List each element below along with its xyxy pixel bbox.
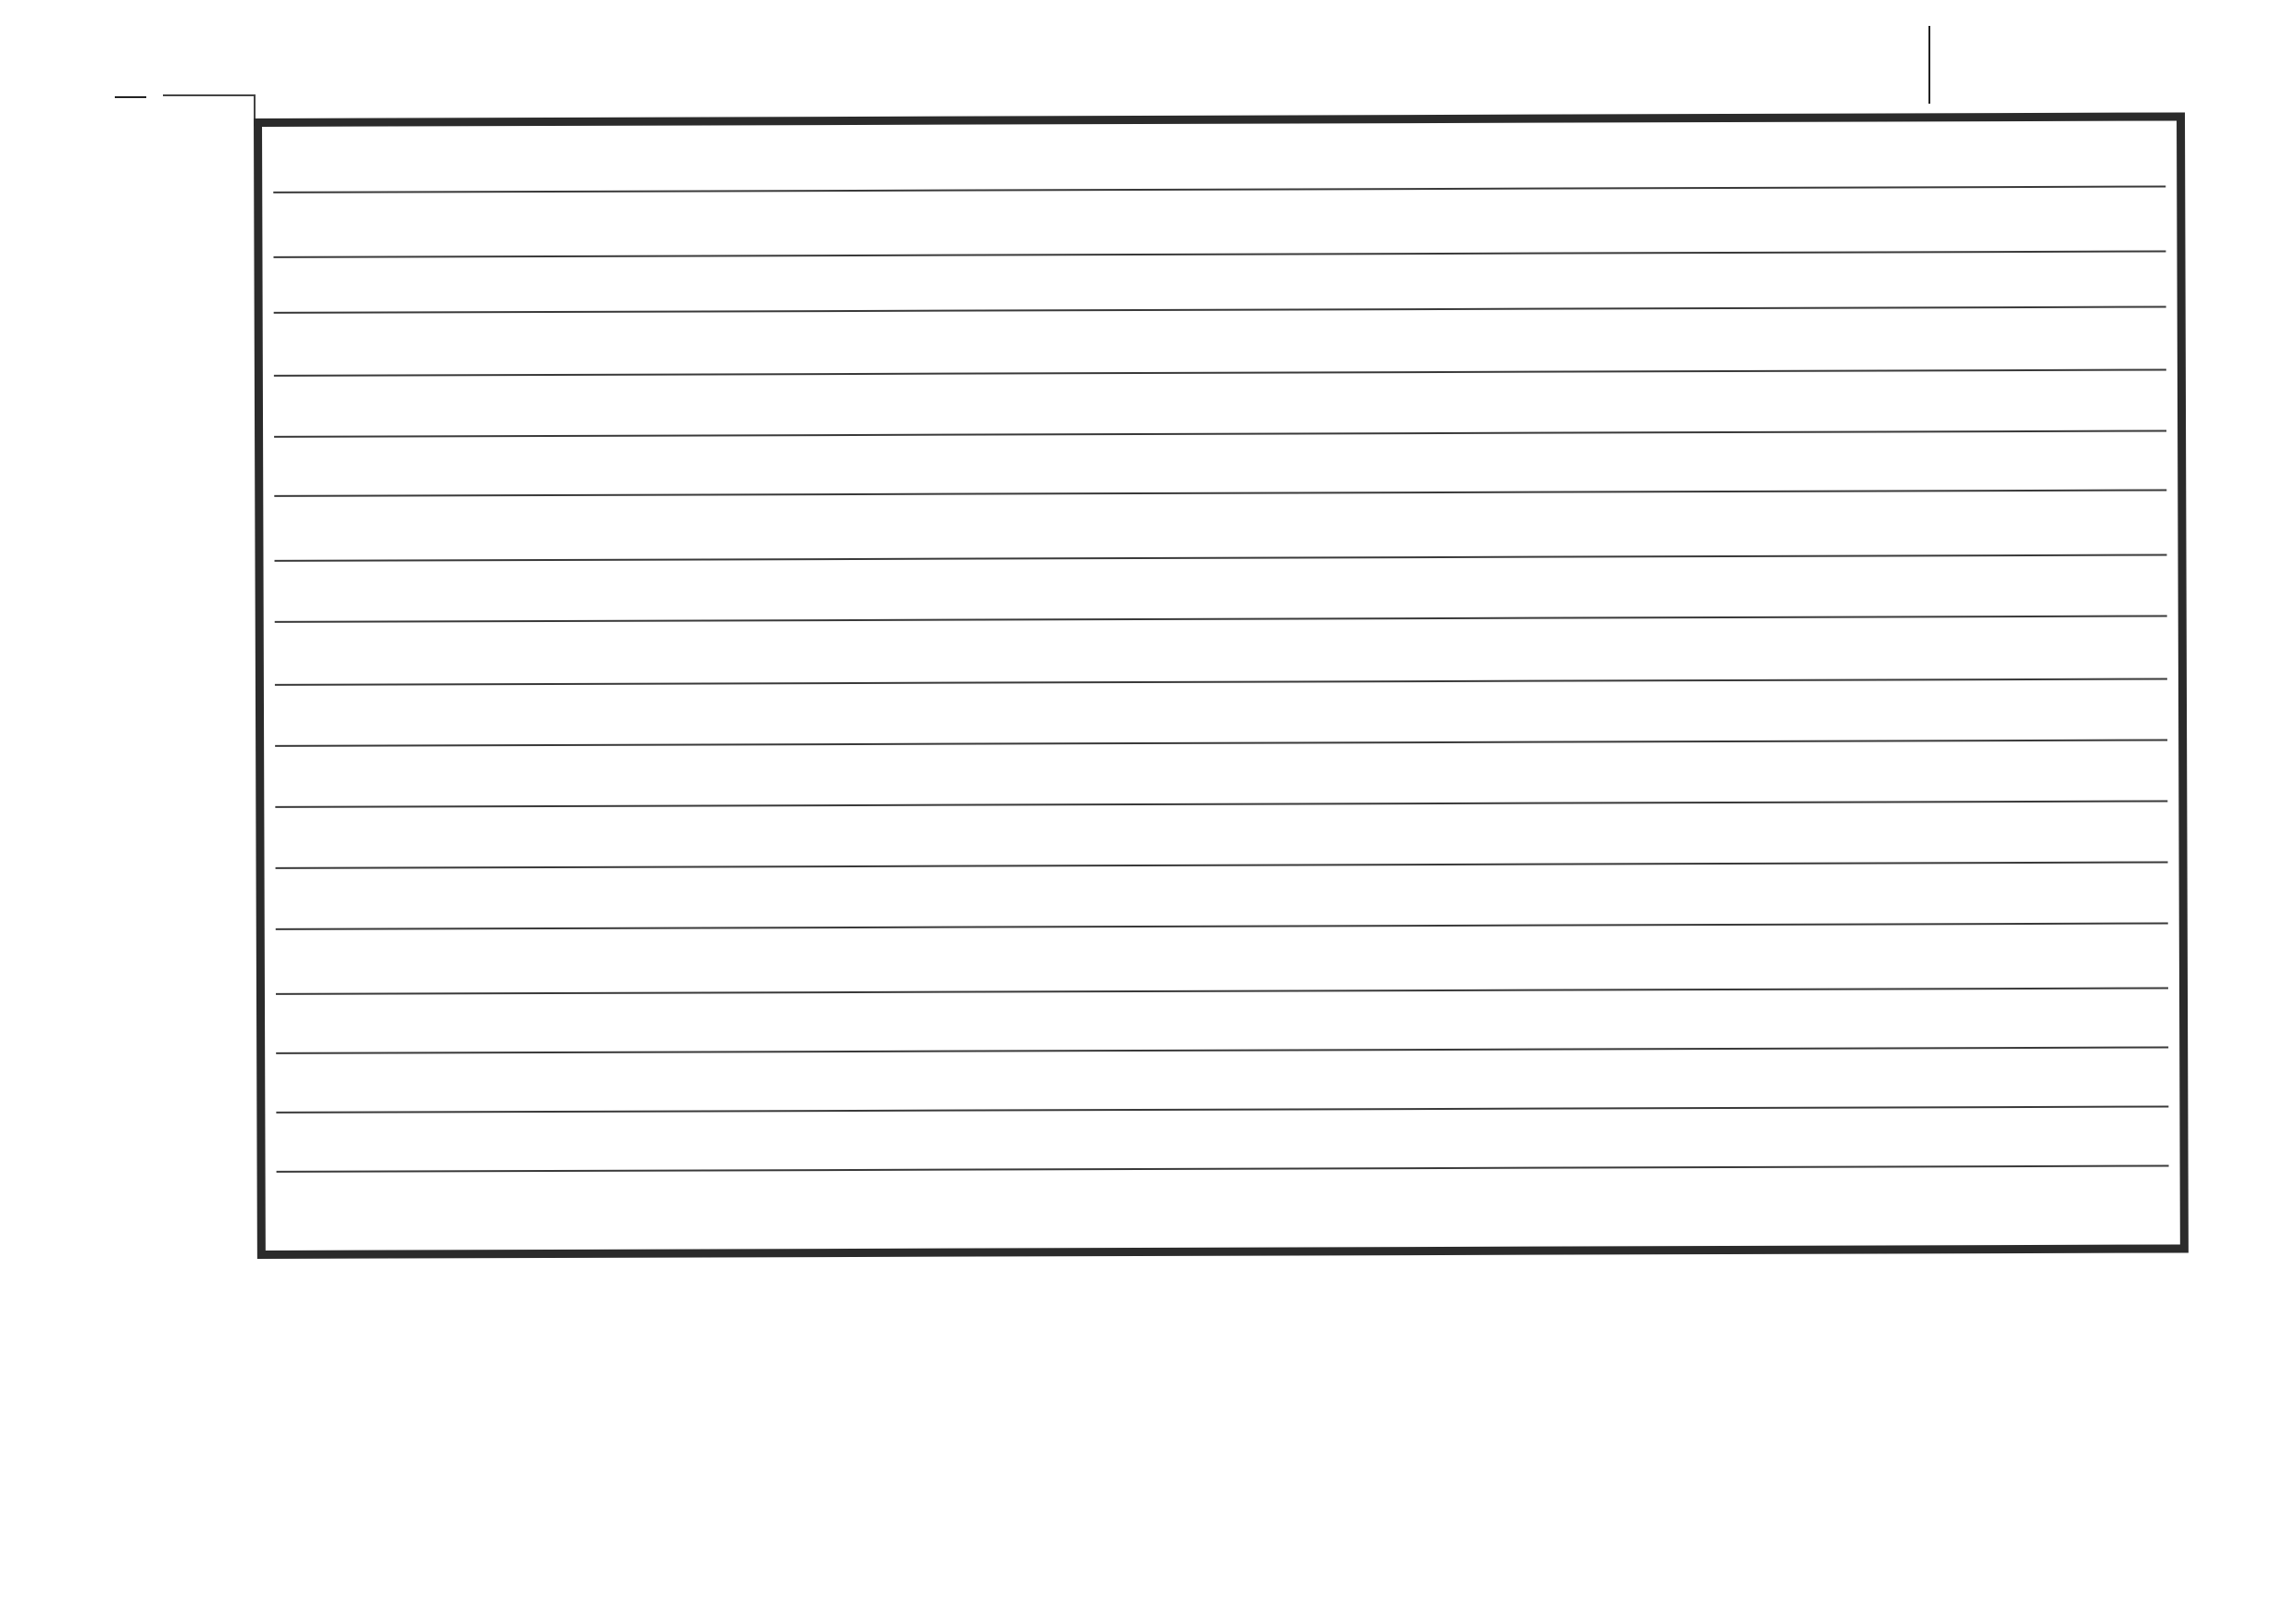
ruled-line	[274, 306, 2166, 314]
card-frame	[254, 112, 2189, 1259]
corner-mark	[115, 96, 146, 98]
ruled-line	[276, 862, 2168, 869]
ruled-line	[275, 678, 2167, 686]
ruled-line	[277, 1165, 2169, 1173]
ruled-line	[273, 186, 2165, 193]
ruled-line	[276, 988, 2168, 995]
vowel-divider	[1928, 26, 1930, 104]
ruled-line	[275, 616, 2167, 623]
ruled-line	[276, 1047, 2168, 1054]
ruled-line	[276, 1106, 2168, 1114]
ruled-line	[274, 490, 2166, 497]
ruled-line	[274, 430, 2166, 438]
ruled-line	[273, 251, 2165, 258]
ruled-line	[275, 740, 2167, 747]
ruled-line	[274, 554, 2166, 562]
ruled-line	[276, 923, 2168, 930]
corner-tick	[163, 94, 256, 96]
ruled-line	[274, 369, 2166, 377]
ruled-line	[275, 801, 2167, 808]
